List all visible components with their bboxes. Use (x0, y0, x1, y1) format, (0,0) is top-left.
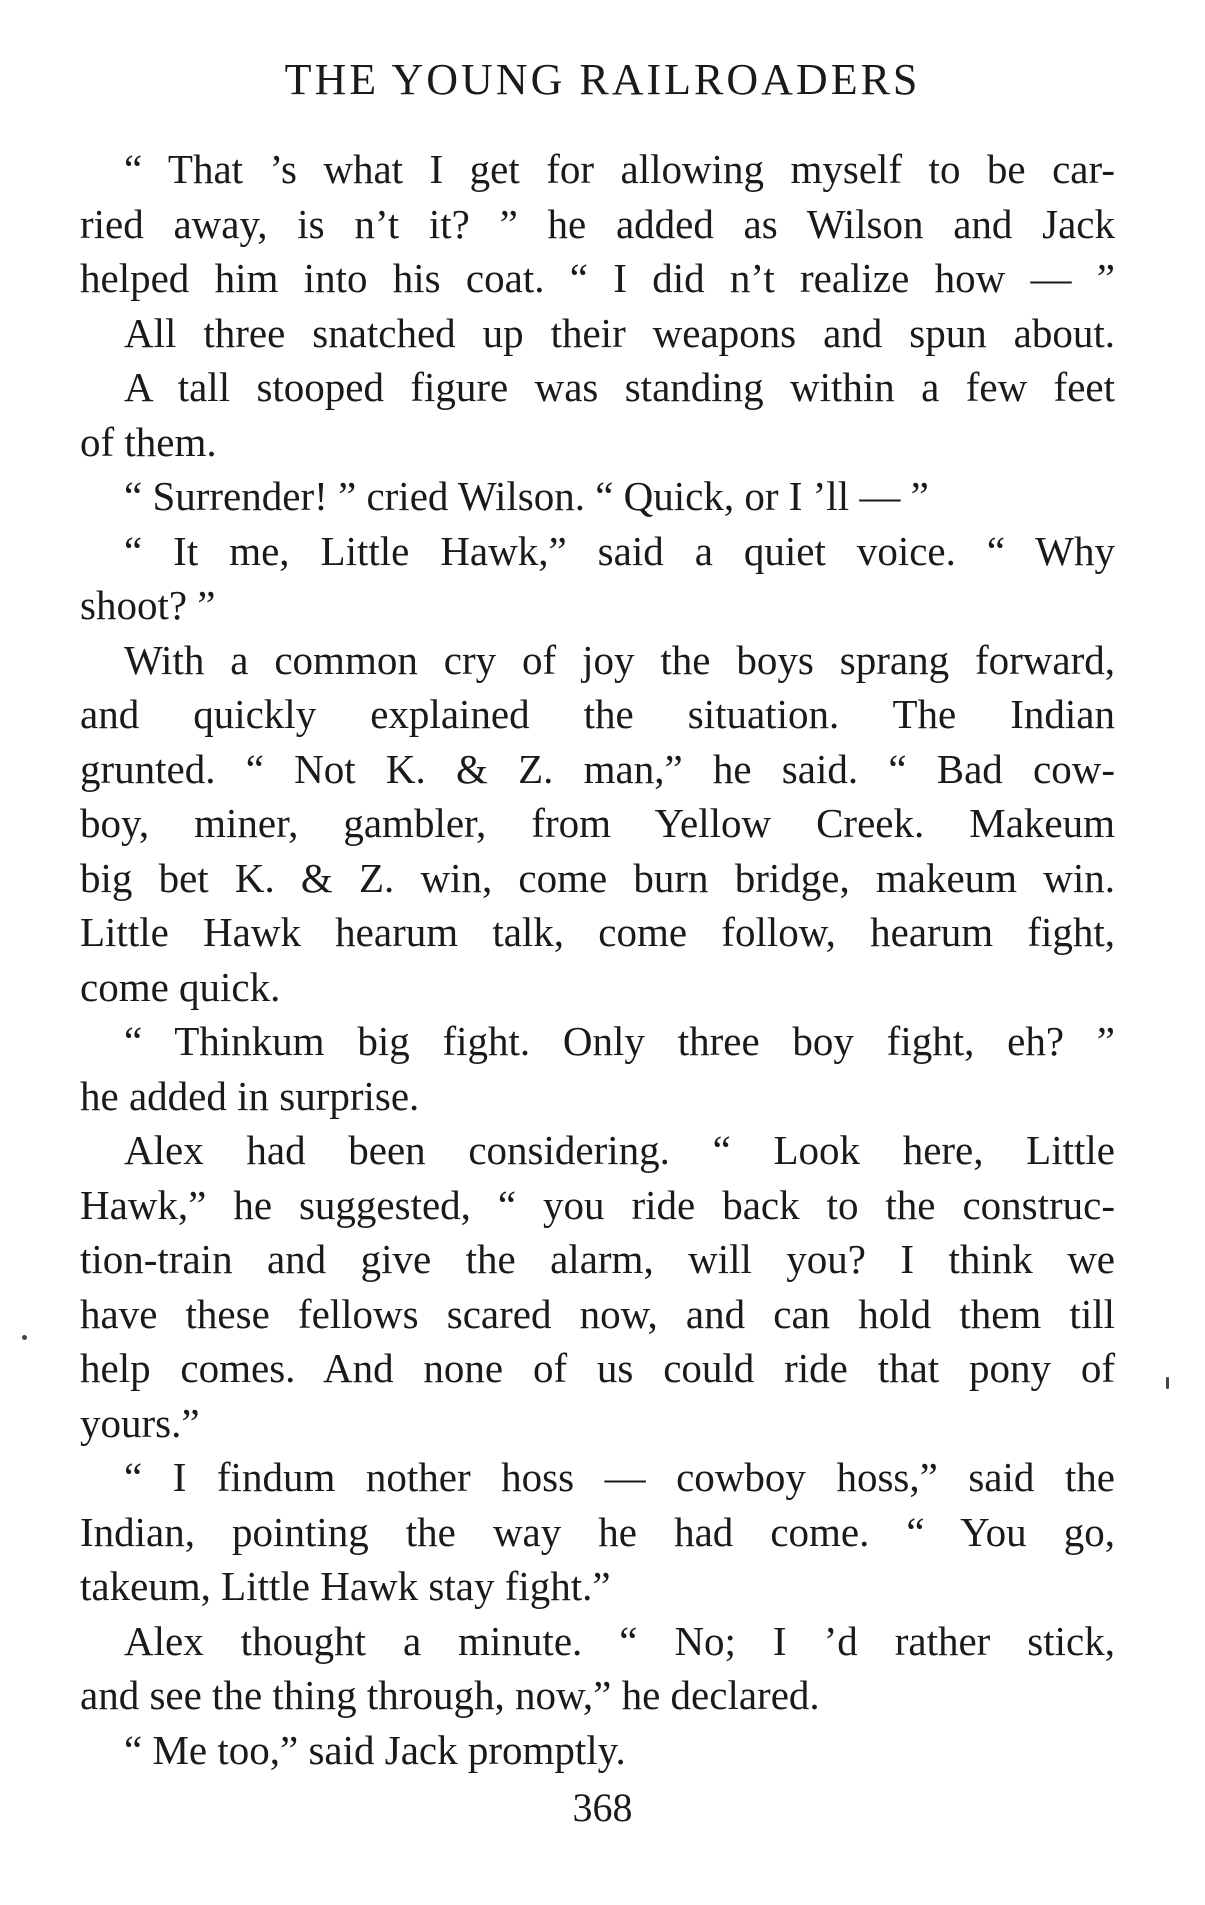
ink-speck (1166, 1377, 1169, 1389)
text-line: “ Me too,” said Jack promptly. (124, 1726, 626, 1773)
text-line: “ I findum nother hoss — cowboy hoss,” said the (124, 1454, 1115, 1500)
text-line: “ Thinkum big fight. Only three boy fight, eh? ” (124, 1018, 1115, 1064)
text-line: All three snatched up their weapons and spun about. (124, 309, 1115, 356)
text-line: tion-train and give the alarm, will you? I think we (80, 1236, 1115, 1282)
text-line: Little Hawk hearum talk, come follow, hearum fight, (80, 909, 1115, 955)
running-head: THE YOUNG RAILROADERS (284, 55, 921, 104)
text-line: A tall stooped figure was standing within a few feet (124, 364, 1115, 410)
text-line: ried away, is n’t it? ” he added as Wilson and Jack (80, 200, 1115, 247)
text-line: shoot? ” (80, 582, 216, 628)
text-line: Alex had been considering. “ Look here, Little (124, 1127, 1115, 1173)
text-line: he added in surprise. (80, 1072, 420, 1119)
text-line: “ That ’s what I get for allowing myself to be car- (124, 146, 1115, 192)
text-line: “ Surrender! ” cried Wilson. “ Quick, or I ’ll — ” (124, 473, 929, 519)
page-number: 368 (572, 1785, 633, 1830)
ink-speck (22, 1335, 27, 1340)
text-line: help comes. And none of us could ride that pony of (80, 1345, 1115, 1391)
text-line: takeum, Little Hawk stay fight.” (80, 1563, 611, 1609)
text-line: Alex thought a minute. “ No; I ’d rather stick, (124, 1617, 1115, 1664)
text-line: With a common cry of joy the boys sprang forward, (124, 636, 1115, 683)
text-line: have these fellows scared now, and can hold them till (80, 1290, 1115, 1337)
text-line: of them. (80, 418, 217, 465)
text-line: and see the thing through, now,” he declared. (80, 1672, 820, 1718)
text-line: boy, miner, gambler, from Yellow Creek. Makeum (80, 800, 1115, 846)
text-line: Indian, pointing the way he had come. “ You go, (80, 1508, 1115, 1555)
text-line: Hawk,” he suggested, “ you ride back to the construc- (80, 1181, 1115, 1228)
text-line: yours.” (80, 1399, 200, 1446)
text-line: “ It me, Little Hawk,” said a quiet voice. “ Why (124, 527, 1115, 574)
text-line: and quickly explained the situation. The Indian (80, 691, 1115, 737)
text-line: helped him into his coat. “ I did n’t realize how — ” (80, 255, 1115, 301)
text-line: grunted. “ Not K. & Z. man,” he said. “ Bad cow- (80, 745, 1115, 792)
body-text (80, 142, 1115, 1777)
text-line: come quick. (80, 963, 281, 1010)
text-line: big bet K. & Z. win, come burn bridge, makeum win. (80, 854, 1115, 901)
